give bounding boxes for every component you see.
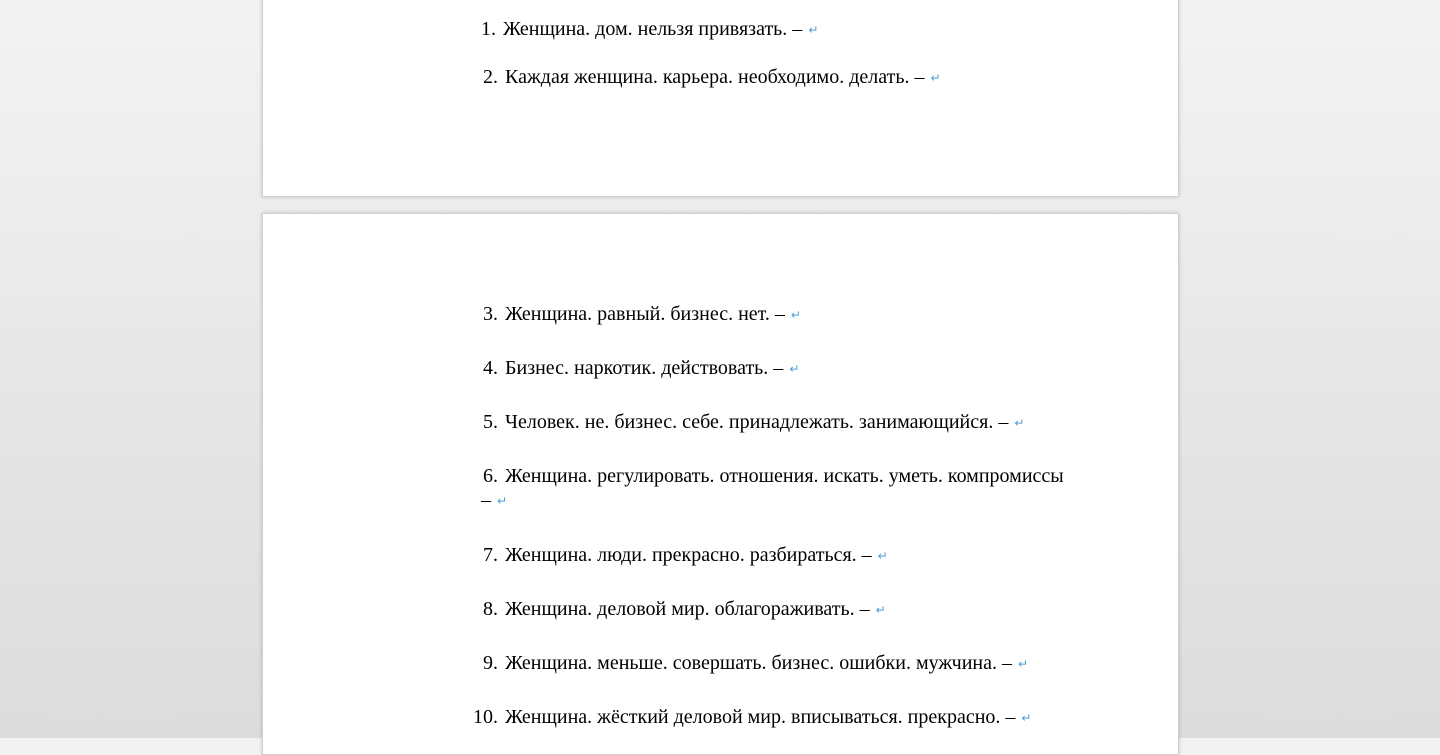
paragraph-mark-icon: ↵ <box>1021 711 1032 725</box>
list-item-text[interactable]: Женщина. равный. бизнес. нет. – <box>505 303 785 325</box>
list-item[interactable] <box>483 651 1029 676</box>
list-item-text[interactable]: Женщина. меньше. совершать. бизнес. ошибки. мужчина. – <box>505 652 1012 674</box>
paragraph-mark-icon: ↵ <box>789 362 800 376</box>
list-number: 9. <box>483 652 498 674</box>
list-item-text[interactable]: Женщина. деловой мир. облагораживать. – <box>505 598 870 620</box>
list-item-text[interactable]: Женщина. люди. прекрасно. разбираться. – <box>505 544 872 566</box>
list-item-text[interactable]: Каждая женщина. карьера. необходимо. делать. – <box>505 66 925 88</box>
list-item-text[interactable]: Женщина. регулировать. отношения. искать. уметь. компромиссы <box>505 465 1064 487</box>
list-item[interactable] <box>481 17 819 42</box>
list-number: 6. <box>483 465 498 487</box>
document-page-2[interactable] <box>262 213 1179 755</box>
list-item-text[interactable]: Человек. не. бизнес. себе. принадлежать. занимающийся. – <box>505 411 1009 433</box>
list-number: 8. <box>483 598 498 620</box>
paragraph-mark-icon: ↵ <box>808 23 819 37</box>
list-item[interactable] <box>483 356 800 381</box>
list-item-text[interactable]: – <box>481 489 491 511</box>
list-item[interactable] <box>473 705 1032 730</box>
paragraph-mark-icon: ↵ <box>1018 657 1029 671</box>
list-item[interactable] <box>483 597 886 622</box>
paragraph-mark-icon: ↵ <box>1014 416 1025 430</box>
list-number: 3. <box>483 303 498 325</box>
paragraph-mark-icon: ↵ <box>930 71 941 85</box>
list-number: 5. <box>483 411 498 433</box>
list-item[interactable] <box>483 543 888 568</box>
document-page-1[interactable] <box>262 0 1179 197</box>
list-number: 10. <box>473 706 498 728</box>
list-item[interactable] <box>483 410 1025 435</box>
list-item-text[interactable]: Женщина. дом. нельзя привязать. – <box>503 18 803 40</box>
list-number: 4. <box>483 357 498 379</box>
list-item-continuation[interactable] <box>481 488 507 513</box>
paragraph-mark-icon: ↵ <box>497 494 508 508</box>
paragraph-mark-icon: ↵ <box>877 549 888 563</box>
list-item-text[interactable]: Женщина. жёсткий деловой мир. вписываться. прекрасно. – <box>505 706 1016 728</box>
paragraph-mark-icon: ↵ <box>790 308 801 322</box>
list-number: 1. <box>481 18 496 40</box>
list-number: 2. <box>483 66 498 88</box>
list-item[interactable] <box>483 464 1064 488</box>
list-item[interactable] <box>483 65 941 90</box>
paragraph-mark-icon: ↵ <box>875 603 886 617</box>
list-item[interactable] <box>483 302 801 327</box>
list-number: 7. <box>483 544 498 566</box>
list-item-text[interactable]: Бизнес. наркотик. действовать. – <box>505 357 784 379</box>
